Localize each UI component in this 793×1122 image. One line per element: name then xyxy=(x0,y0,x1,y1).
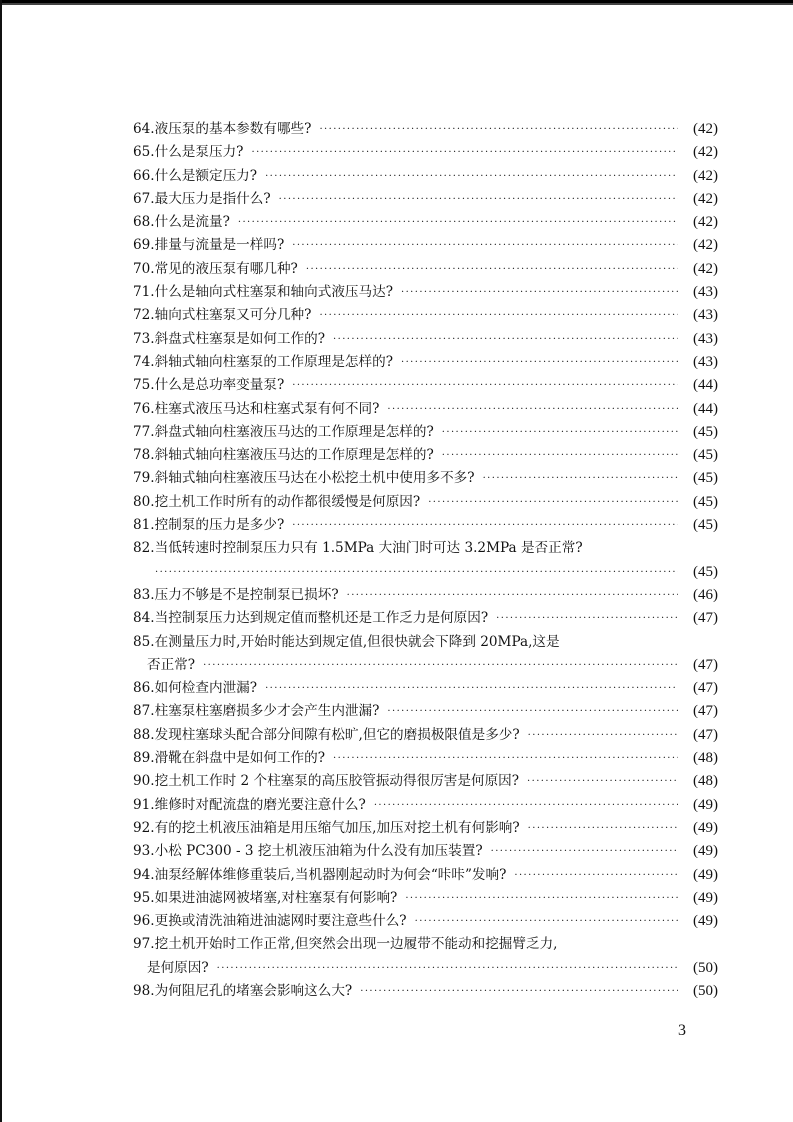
toc-entry xyxy=(133,234,718,257)
toc-entry-line xyxy=(133,304,718,327)
toc-entry-line xyxy=(133,374,718,397)
toc-entry xyxy=(133,980,718,1003)
entry-title: 有的挖土机液压油箱是用压缩气加压,加压对挖土机有何影响? xyxy=(154,819,520,836)
toc-entry-line xyxy=(133,537,718,560)
dot-leader xyxy=(442,444,678,467)
dot-leader xyxy=(496,607,678,630)
toc-entry xyxy=(133,211,718,234)
dot-leader xyxy=(217,957,678,980)
toc-entry xyxy=(133,421,718,444)
dot-leader xyxy=(333,328,678,351)
dot-leader xyxy=(428,491,678,514)
dot-leader xyxy=(360,980,678,1003)
dot-leader xyxy=(415,910,678,933)
toc-entry xyxy=(133,258,718,281)
entry-title: 排量与流量是一样吗? xyxy=(154,237,285,254)
toc-entry-line xyxy=(133,817,718,840)
entry-page-ref: (44) xyxy=(693,400,718,417)
entry-page-ref: (42) xyxy=(693,190,718,207)
entry-number: 80. xyxy=(133,493,155,510)
toc-entry xyxy=(133,700,718,723)
entry-number: 86. xyxy=(133,680,155,697)
entry-page-ref: (43) xyxy=(693,353,718,370)
dot-leader xyxy=(155,561,678,584)
entry-page-ref: (43) xyxy=(693,307,718,324)
toc-entry xyxy=(133,794,718,817)
toc-entry-line xyxy=(133,421,718,444)
entry-number: 79. xyxy=(133,470,155,487)
dot-leader xyxy=(527,770,678,793)
entry-number: 75. xyxy=(133,377,155,394)
entry-page-ref: (49) xyxy=(693,819,718,836)
entry-page-ref: (49) xyxy=(693,866,718,883)
toc-entry xyxy=(133,864,718,887)
toc-entry xyxy=(133,374,718,397)
entry-title: 是何原因? xyxy=(147,959,209,976)
toc-entry-line xyxy=(133,258,718,281)
dot-leader xyxy=(514,864,678,887)
toc-entry-line xyxy=(133,840,718,863)
toc-entry-line xyxy=(133,677,718,700)
entry-number: 88. xyxy=(133,726,155,743)
entry-title: 挖土机工作时所有的动作都很缓慢是何原因? xyxy=(154,493,421,510)
entry-title: 什么是流量? xyxy=(154,214,230,231)
entry-number: 70. xyxy=(133,260,155,277)
dot-leader xyxy=(292,374,678,397)
entry-page-ref: (45) xyxy=(693,447,718,464)
toc-entry xyxy=(133,165,718,188)
toc-entry xyxy=(133,887,718,910)
entry-number: 94. xyxy=(133,866,155,883)
entry-title: 液压泵的基本参数有哪些? xyxy=(154,121,312,137)
entry-page-ref: (49) xyxy=(693,913,718,930)
toc-entry xyxy=(133,304,718,327)
toc-entry xyxy=(133,584,718,607)
page-number: 3 xyxy=(678,1022,686,1039)
toc-entry-line xyxy=(133,398,718,421)
toc-entry-line xyxy=(133,351,718,374)
entry-number: 92. xyxy=(133,819,155,836)
entry-title: 当控制泵压力达到规定值而整机还是工作乏力是何原因? xyxy=(154,610,489,627)
entry-number: 65. xyxy=(133,144,155,161)
toc-entry-line xyxy=(133,864,718,887)
entry-number: 69. xyxy=(133,237,155,254)
entry-title: 小松 PC300 - 3 挖土机液压油箱为什么没有加压装置? xyxy=(154,843,483,860)
entry-title: 柱塞泵柱塞磨损多少才会产生内泄漏? xyxy=(154,703,380,720)
entry-page-ref: (47) xyxy=(693,703,718,720)
entry-title: 如果进油滤网被堵塞,对柱塞泵有何影响? xyxy=(154,889,398,906)
entry-page-ref: (47) xyxy=(693,610,718,627)
entry-number: 97. xyxy=(133,936,155,953)
entry-number: 66. xyxy=(133,167,155,184)
entry-number: 73. xyxy=(133,330,155,347)
entry-page-ref: (43) xyxy=(693,284,718,301)
entry-page-ref: (47) xyxy=(693,680,718,697)
entry-page-ref: (42) xyxy=(693,167,718,184)
entry-page-ref: (50) xyxy=(693,982,718,999)
toc-entry xyxy=(133,118,718,141)
toc-entry-line xyxy=(133,328,718,351)
entry-page-ref: (45) xyxy=(693,470,718,487)
entry-number: 74. xyxy=(133,353,155,370)
toc-entry xyxy=(133,607,718,630)
entry-page-ref: (42) xyxy=(693,214,718,231)
entry-number: 85. xyxy=(133,633,155,650)
entry-title: 斜轴式轴向柱塞液压马达的工作原理是怎样的? xyxy=(154,447,434,464)
toc-entry-line xyxy=(133,491,718,514)
entry-number: 96. xyxy=(133,913,155,930)
entry-page-ref: (47) xyxy=(693,726,718,743)
toc-entry-line xyxy=(133,514,718,537)
entry-title: 更换或清洗油箱进油滤网时要注意些什么? xyxy=(154,913,407,930)
entry-page-ref: (43) xyxy=(693,330,718,347)
entry-number: 89. xyxy=(133,750,155,767)
entry-page-ref: (42) xyxy=(693,237,718,254)
entry-title: 发现柱塞球头配合部分间隙有松旷,但它的磨损极限值是多少? xyxy=(154,726,520,743)
dot-leader xyxy=(528,724,678,747)
toc-entry-line xyxy=(133,188,718,211)
entry-title: 什么是轴向式柱塞泵和轴向式液压马达? xyxy=(154,284,394,301)
entry-page-ref: (49) xyxy=(693,796,718,813)
entry-number: 76. xyxy=(133,400,155,417)
dot-leader xyxy=(292,234,678,257)
entry-number: 81. xyxy=(133,517,155,534)
entry-page-ref: (50) xyxy=(693,959,718,976)
toc-entry-line xyxy=(133,561,718,584)
scan-top-border xyxy=(0,0,793,6)
entry-page-ref: (49) xyxy=(693,843,718,860)
entry-page-ref: (42) xyxy=(693,260,718,277)
entry-number: 77. xyxy=(133,423,155,440)
entry-title: 否正常? xyxy=(147,656,196,673)
entry-title: 什么是额定压力? xyxy=(154,167,258,184)
entry-number: 93. xyxy=(133,843,155,860)
entry-title: 油泵经解体维修重装后,当机器刚起动时为何会“咔咔”发响? xyxy=(154,866,507,883)
entry-title: 挖土机工作时 2 个柱塞泵的高压胶管振动得很厉害是何原因? xyxy=(154,773,520,790)
dot-leader xyxy=(401,281,678,304)
dot-leader xyxy=(442,421,678,444)
entry-title: 在测量压力时,开始时能达到规定值,但很快就会下降到 20MPa,这是 xyxy=(154,633,560,650)
toc-entry-line xyxy=(133,794,718,817)
toc-entry-line xyxy=(133,118,718,141)
entry-title: 轴向式柱塞泵又可分几种? xyxy=(154,307,312,324)
dot-leader xyxy=(279,188,678,211)
toc-entry xyxy=(133,677,718,700)
toc-entry xyxy=(133,351,718,374)
dot-leader xyxy=(387,398,678,421)
toc-entry xyxy=(133,281,718,304)
toc-entry-line xyxy=(133,724,718,747)
toc-entry xyxy=(133,444,718,467)
toc-entry xyxy=(133,141,718,164)
toc-entry-line xyxy=(133,444,718,467)
toc-entry-line xyxy=(133,700,718,723)
toc-entry-line xyxy=(133,980,718,1003)
entry-title: 斜盘式轴向柱塞液压马达的工作原理是怎样的? xyxy=(154,423,434,440)
entry-number: 98. xyxy=(133,982,155,999)
entry-title: 挖土机开始时工作正常,但突然会出现一边履带不能动和挖掘臂乏力, xyxy=(154,936,558,953)
toc-entry xyxy=(133,188,718,211)
entry-page-ref: (47) xyxy=(693,656,718,673)
toc-entry xyxy=(133,933,718,980)
entry-title: 什么是泵压力? xyxy=(154,144,244,161)
dot-leader xyxy=(528,817,678,840)
entry-title: 什么是总功率变量泵? xyxy=(154,377,285,394)
toc-entry xyxy=(133,328,718,351)
entry-title: 最大压力是指什么? xyxy=(154,190,271,207)
entry-title: 控制泵的压力是多少? xyxy=(154,517,285,534)
dot-leader xyxy=(374,794,678,817)
entry-page-ref: (42) xyxy=(693,121,718,137)
toc-entry-line xyxy=(133,770,718,793)
dot-leader xyxy=(265,165,678,188)
entry-title: 斜盘式柱塞泵是如何工作的? xyxy=(154,330,326,347)
dot-leader xyxy=(333,747,678,770)
entry-title: 当低转速时控制泵压力只有 1.5MPa 大油门时可达 3.2MPa 是否正常? xyxy=(154,540,583,557)
dot-leader xyxy=(238,211,678,234)
entry-title: 如何检查内泄漏? xyxy=(154,680,258,697)
entry-page-ref: (42) xyxy=(693,144,718,161)
entry-page-ref: (48) xyxy=(693,750,718,767)
entry-number: 95. xyxy=(133,889,155,906)
entry-number: 78. xyxy=(133,447,155,464)
toc-entry xyxy=(133,514,718,537)
entry-page-ref: (45) xyxy=(693,563,718,580)
entry-number: 91. xyxy=(133,796,155,813)
entry-title: 为何阻尼孔的堵塞会影响这么大? xyxy=(154,982,353,999)
entry-title: 斜轴式轴向柱塞泵的工作原理是怎样的? xyxy=(154,353,394,370)
entry-title: 滑靴在斜盘中是如何工作的? xyxy=(154,750,326,767)
dot-leader xyxy=(401,351,678,374)
toc-entry xyxy=(133,491,718,514)
entry-number: 68. xyxy=(133,214,155,231)
entry-page-ref: (45) xyxy=(693,493,718,510)
entry-page-ref: (48) xyxy=(693,773,718,790)
toc-entry-line xyxy=(133,607,718,630)
scan-left-border xyxy=(0,0,2,1122)
toc-entry xyxy=(133,770,718,793)
dot-leader xyxy=(319,304,678,327)
entry-title: 柱塞式液压马达和柱塞式泵有何不同? xyxy=(154,400,380,417)
toc-entry xyxy=(133,724,718,747)
dot-leader xyxy=(319,118,678,141)
entry-number: 82. xyxy=(133,540,155,557)
entry-page-ref: (45) xyxy=(693,423,718,440)
dot-leader xyxy=(483,467,678,490)
dot-leader xyxy=(251,141,678,164)
toc-entry xyxy=(133,631,718,678)
table-of-contents xyxy=(133,118,718,1003)
entry-number: 87. xyxy=(133,703,155,720)
entry-number: 83. xyxy=(133,586,155,603)
toc-entry-line xyxy=(133,165,718,188)
dot-leader xyxy=(292,514,678,537)
toc-entry-line xyxy=(133,584,718,607)
toc-entry xyxy=(133,467,718,490)
toc-entry xyxy=(133,817,718,840)
toc-entry xyxy=(133,537,718,584)
dot-leader xyxy=(405,887,678,910)
dot-leader xyxy=(203,654,678,677)
dot-leader xyxy=(491,840,678,863)
entry-page-ref: (46) xyxy=(693,586,718,603)
dot-leader xyxy=(306,258,678,281)
entry-number: 71. xyxy=(133,284,155,301)
toc-entry-line xyxy=(133,654,718,677)
toc-entry xyxy=(133,398,718,421)
entry-page-ref: (44) xyxy=(693,377,718,394)
toc-entry-line xyxy=(133,281,718,304)
toc-entry-line xyxy=(133,211,718,234)
toc-entry-line xyxy=(133,747,718,770)
toc-entry-line xyxy=(133,631,718,654)
dot-leader xyxy=(387,700,678,723)
toc-entry-line xyxy=(133,467,718,490)
entry-number: 84. xyxy=(133,610,155,627)
toc-entry-line xyxy=(133,141,718,164)
toc-entry-line xyxy=(133,234,718,257)
entry-page-ref: (45) xyxy=(693,517,718,534)
toc-entry xyxy=(133,910,718,933)
entry-title: 斜轴式轴向柱塞液压马达在小松挖土机中使用多不多? xyxy=(154,470,475,487)
toc-entry xyxy=(133,747,718,770)
entry-title: 压力不够是不是控制泵已损坏? xyxy=(154,586,339,603)
entry-number: 64. xyxy=(133,121,155,137)
toc-entry-line xyxy=(133,887,718,910)
toc-entry xyxy=(133,840,718,863)
entry-title: 维修时对配流盘的磨光要注意什么? xyxy=(154,796,366,813)
dot-leader xyxy=(265,677,678,700)
entry-number: 90. xyxy=(133,773,155,790)
toc-entry-line xyxy=(133,933,718,956)
toc-entry-line xyxy=(133,910,718,933)
entry-number: 67. xyxy=(133,190,155,207)
entry-number: 72. xyxy=(133,307,155,324)
dot-leader xyxy=(347,584,678,607)
entry-page-ref: (49) xyxy=(693,889,718,906)
toc-entry-line xyxy=(133,957,718,980)
entry-title: 常见的液压泵有哪几种? xyxy=(154,260,298,277)
